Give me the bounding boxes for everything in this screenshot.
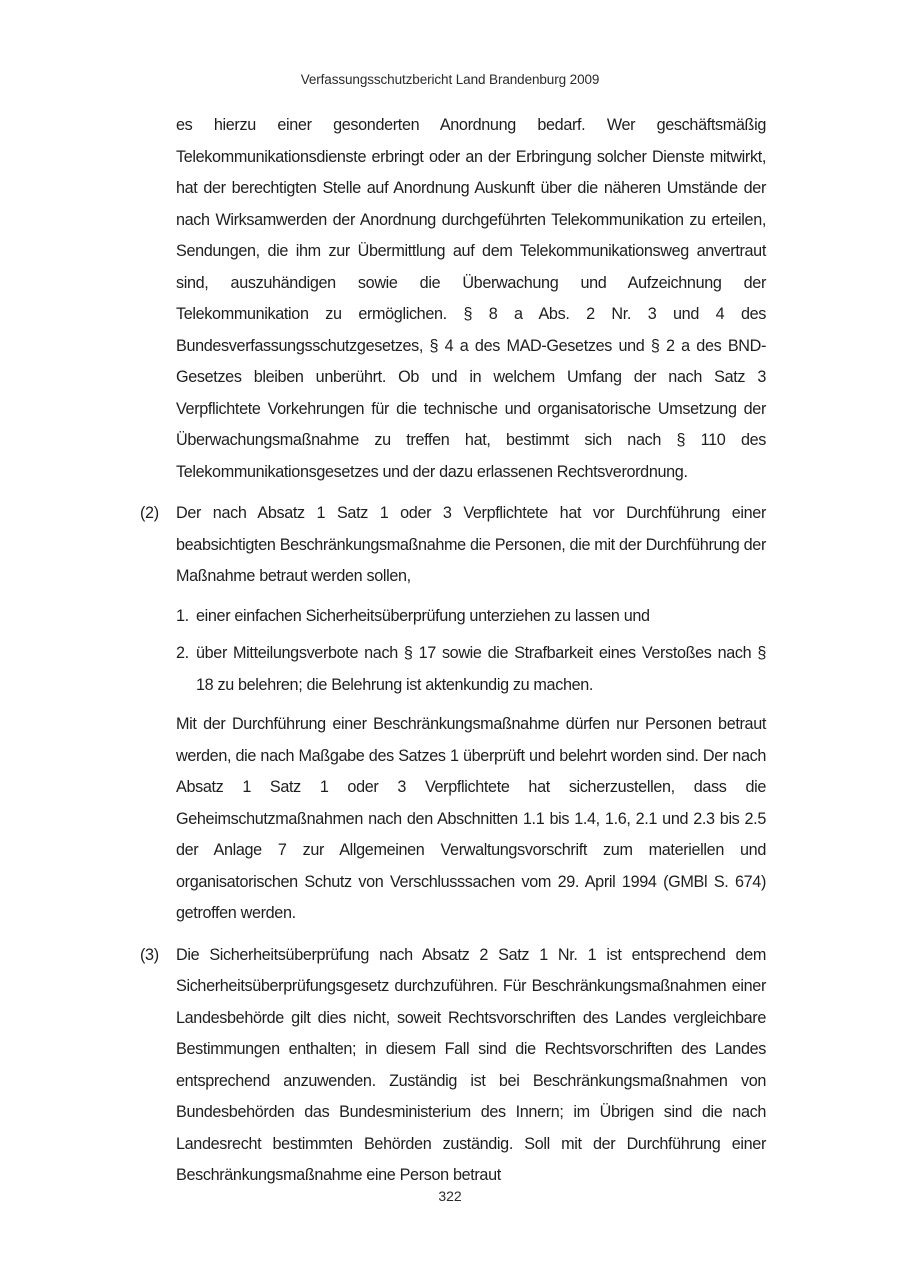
paragraph-2-closing: Mit der Durchführung einer Beschränkungsmaßnahme dürfen nur Personen betraut werden, die nach Maßgabe des Satzes 1 überprüft und belehrt worden sind. Der nach Absatz 1 Satz 1 oder 3 Verpflichtete hat sicherzustellen, dass die Geheimschutzmaßnahmen nach den Abschnitten 1.1 bis 1.4, 1.6, 2.1 und 2.3 bis 2.5 der Anlage 7 zur Allgemeinen Verwaltungsvorschrift zum materiellen und organisatorischen Schutz von Verschlusssachen vom 29. April 1994 (GMBl S. 674) getroffen werden. bbox=[176, 715, 766, 922]
paragraph-2 bbox=[140, 498, 766, 930]
list-item-text: einer einfachen Sicherheitsüberprüfung unterziehen zu lassen und bbox=[196, 606, 650, 625]
list-item-text: über Mitteilungsverbote nach § 17 sowie die Strafbarkeit eines Verstoßes nach § 18 zu belehren; die Belehrung ist aktenkundig zu machen. bbox=[196, 644, 766, 694]
paragraph-3-text: Die Sicherheitsüberprüfung nach Absatz 2 Satz 1 Nr. 1 ist entsprechend dem Sicherheitsüberprüfungsgesetz durchzuführen. Für Beschränkungsmaßnahmen einer Landesbehörde gilt dies nicht, soweit Rechtsvorschriften des Landes vergleichbare Bestimmungen enthalten; in diesem Fall sind die Rechtsvorschriften des Landes entsprechend anzuwenden. Zuständig ist bei Beschränkungsmaßnahmen von Bundesbehörden das Bundesministerium des Innern; im Übrigen sind die nach Landesrecht bestimmten Behörden zuständig. Soll mit der Durchführung einer Beschränkungsmaßnahme eine Person betraut bbox=[176, 945, 766, 1184]
page-number: 322 bbox=[438, 1188, 462, 1204]
paragraph-number: (3) bbox=[140, 945, 159, 964]
list-item bbox=[176, 601, 766, 633]
list-item bbox=[176, 638, 766, 701]
body-text bbox=[140, 110, 766, 1192]
list-item-number: 1. bbox=[176, 606, 189, 625]
paragraph-number: (2) bbox=[140, 504, 159, 522]
list-item-number: 2. bbox=[176, 644, 189, 662]
paragraph-3 bbox=[140, 940, 766, 1192]
running-header: Verfassungsschutzbericht Land Brandenburg 2009 bbox=[300, 72, 600, 87]
paragraph-2-item-list bbox=[176, 601, 766, 702]
continuation-paragraph: es hierzu einer gesonderten Anordnung bedarf. Wer geschäftsmäßig Telekommunikationsdienste erbringt oder an der Erbringung solcher Dienste mitwirkt, hat der berechtigten Stelle auf Anordnung Auskunft über die näheren Umstände der nach Wirksamwerden der Anordnung durchgeführten Telekommunikation zu erteilen, Sendungen, die ihm zur Übermittlung auf dem Telekommunikationsweg anvertraut sind, auszuhändigen sowie die Überwachung und Aufzeichnung der Telekommunikation zu ermöglichen. § 8 a Abs. 2 Nr. 3 und 4 des Bundesverfassungsschutzgesetzes, § 4 a des MAD-Gesetzes und § 2 a des BND-Gesetzes bleiben unberührt. Ob und in welchem Umfang der nach Satz 3 Verpflichtete Vorkehrungen für die technische und organisatorische Umsetzung der Überwachungsmaßnahme zu treffen hat, bestimmt sich nach § 110 des Telekommunikationsgesetzes und der dazu erlassenen Rechtsverordnung. bbox=[176, 116, 766, 481]
paragraph-2-intro: Der nach Absatz 1 Satz 1 oder 3 Verpflichtete hat vor Durchführung einer beabsichtigten Beschränkungsmaßnahme die Personen, die mit der Durchführung der Maßnahme betraut werden sollen, bbox=[176, 504, 766, 585]
